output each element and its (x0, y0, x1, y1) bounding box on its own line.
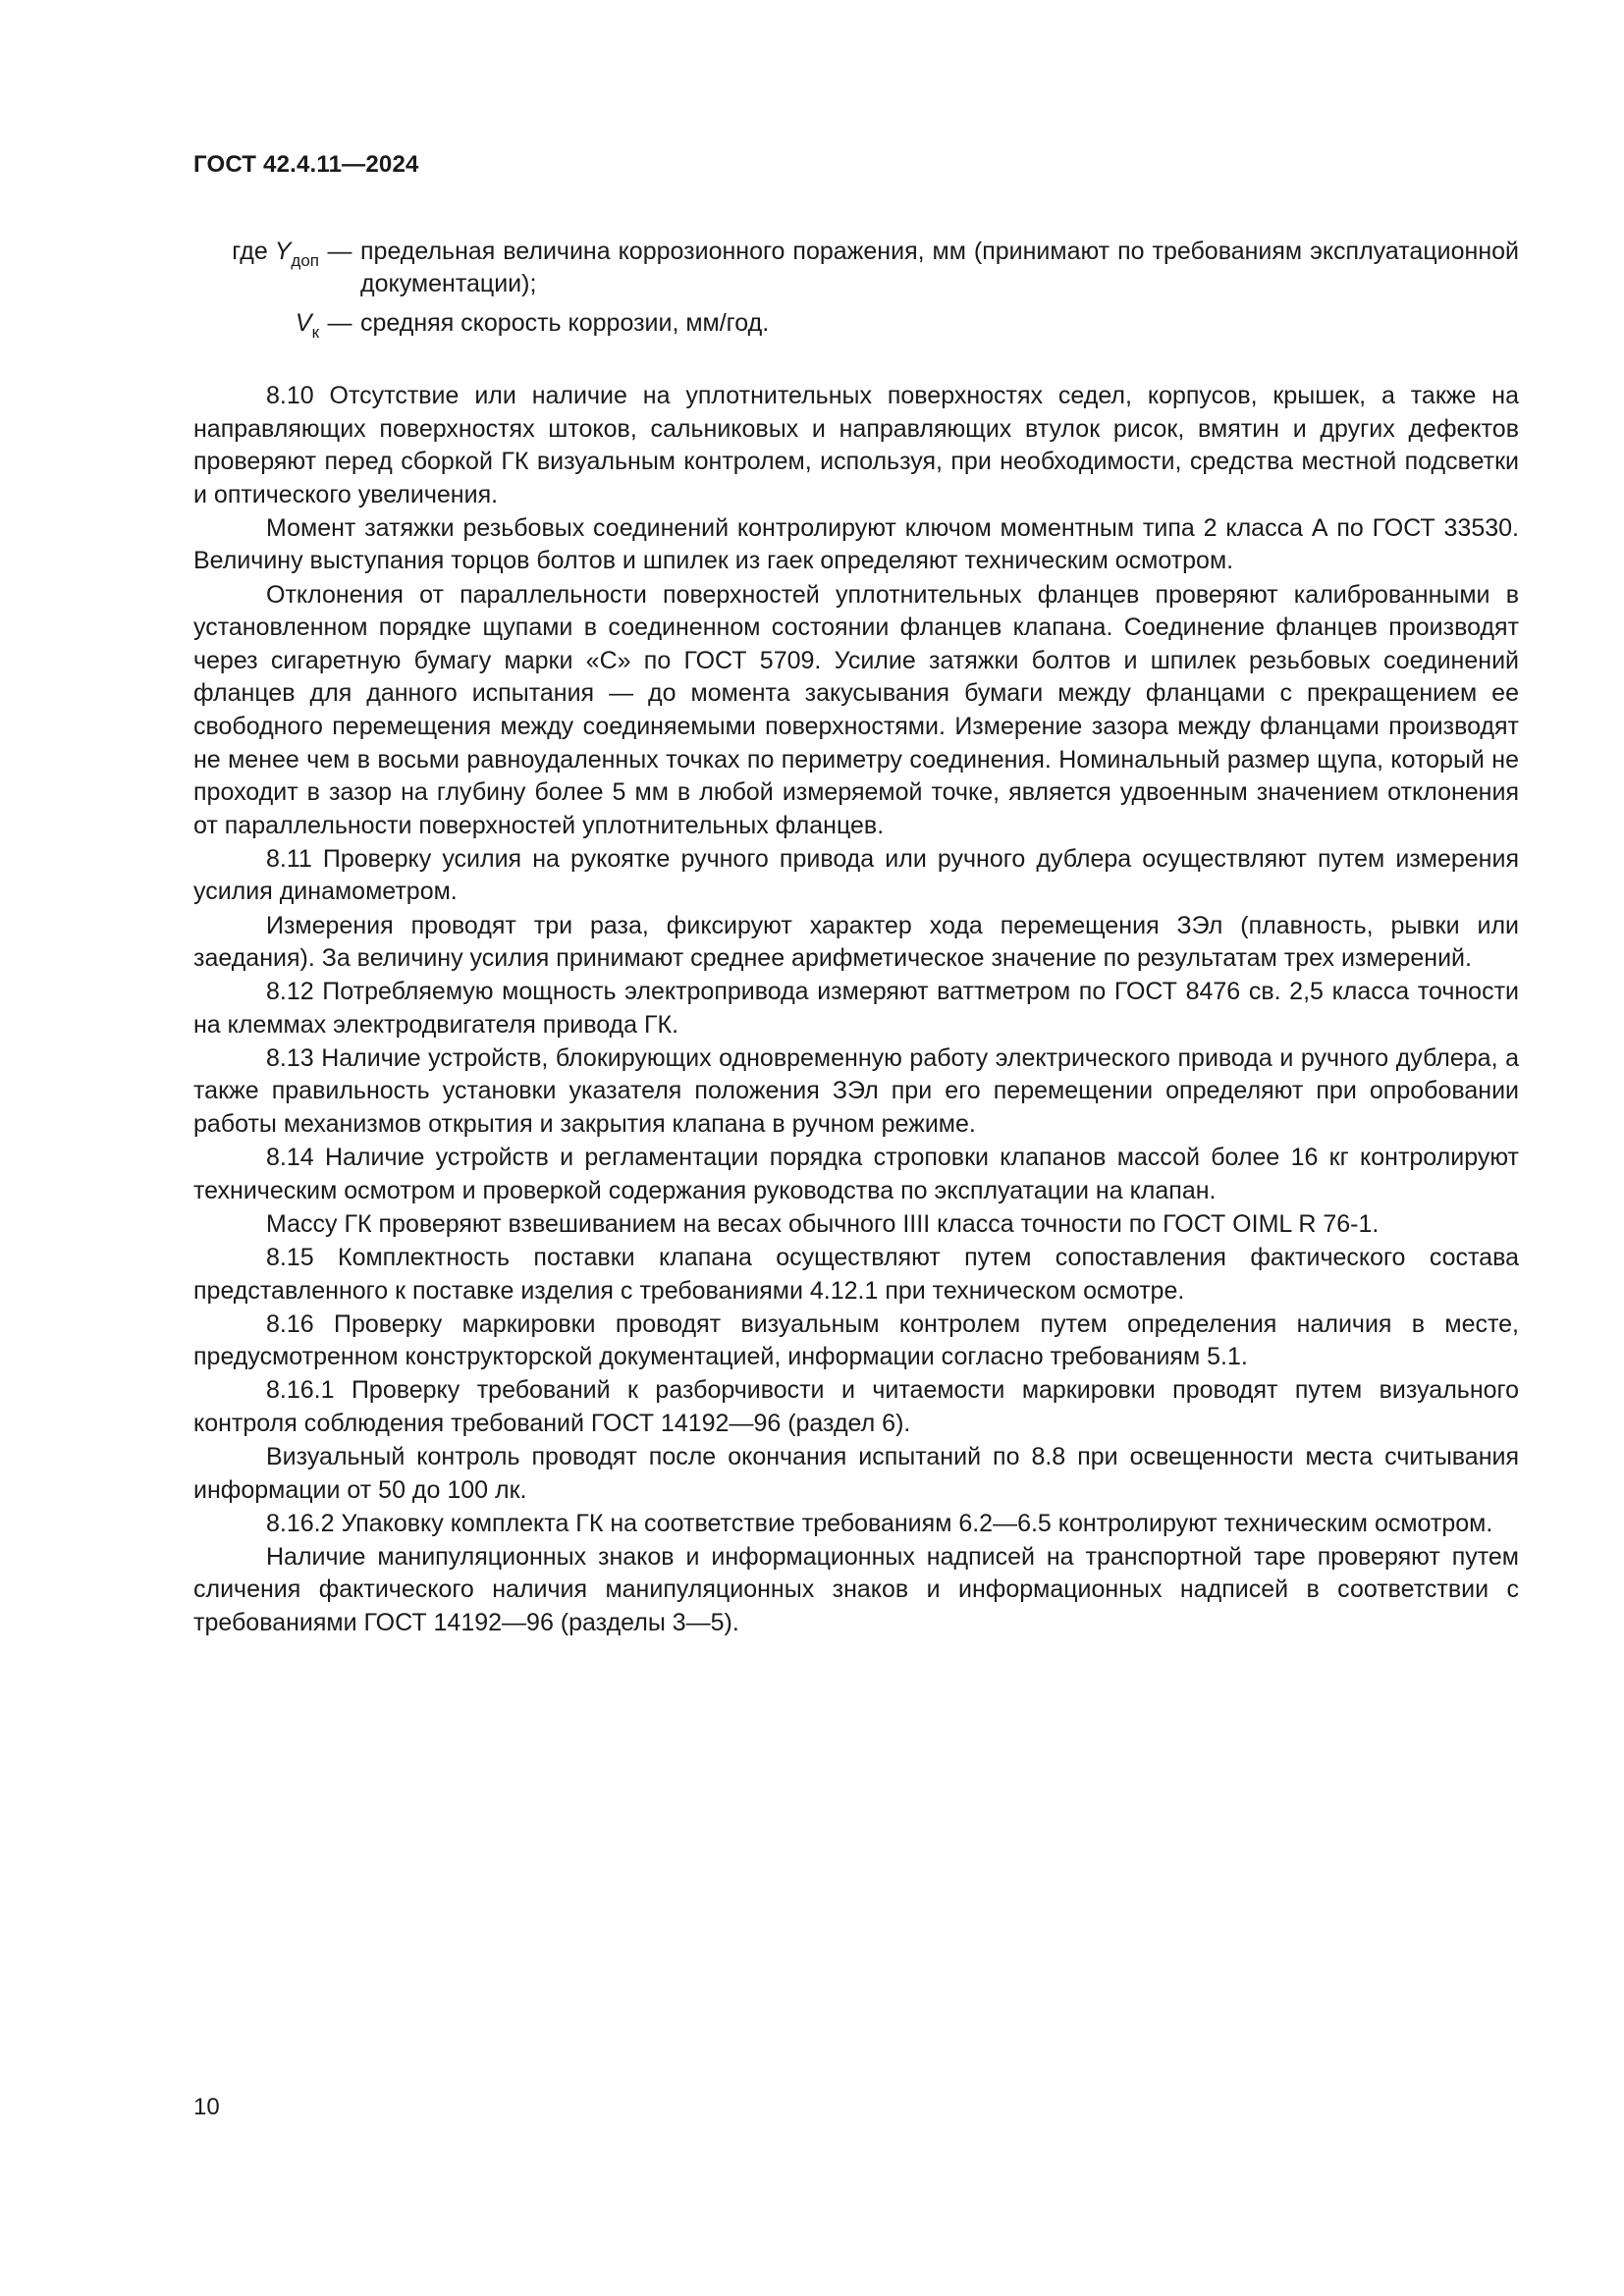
paragraph-8-16-1: 8.16.1 Проверку требований к разборчивости и читаемости маркировки проводят путем визуального контроля соблюдения требований ГОСТ 14192—96 (раздел 6). (193, 1376, 1519, 1437)
where-item (193, 307, 1519, 340)
paragraph: Массу ГК проверяют взвешиванием на весах обычного IIII класса точности по ГОСТ OIML R 76-1. (266, 1209, 1380, 1238)
where-dash: — (327, 309, 352, 337)
where-symbol: V (295, 309, 312, 337)
where-definition: предельная величина коррозионного поражения, мм (принимают по требованиям эксплуатационной документации); (360, 238, 1519, 297)
paragraph: Отклонения от параллельности поверхностей уплотнительных фланцев проверяют калиброванными в установленном порядке щупами в соединенном состоянии фланцев клапана. Соединение фланцев производят через сигаретную бумагу марки «С» по ГОСТ 5709. Усилие затяжки болтов и шпилек резьбовых соединений фланцев для данного испытания — до момента закусывания бумаги между фланцами с прекращением ее свободного перемещения между соединяемыми поверхностями. Измерение зазора между фланцами производят не менее чем в восьми равноудаленных точках по периметру соединения. Номинальный размер щупа, который не проходит в зазор на глубину более 5 мм в любой измеряемой точке, является удвоенным значением отклонения от параллельности поверхностей уплотнительных фланцев. (193, 580, 1519, 839)
paragraph-8-16: 8.16 Проверку маркировки проводят визуальным контролем путем определения наличия в месте, предусмотренном конструкторской документацией, информации согласно требованиям 5.1. (193, 1309, 1519, 1371)
paragraph: Наличие манипуляционных знаков и информационных надписей на транспортной таре проверяют путем сличения фактического наличия манипуляционных знаков и информационных надписей в соответствии с требованиями ГОСТ 14192—96 (разделы 3—5). (193, 1542, 1519, 1636)
page-number: 10 (193, 2094, 220, 2120)
paragraph-8-15: 8.15 Комплектность поставки клапана осуществляют путем сопоставления фактического состава представленного к поставке изделия с требованиями 4.12.1 при техническом осмотре. (193, 1243, 1519, 1305)
paragraph-8-11: 8.11 Проверку усилия на рукоятке ручного привода или ручного дублера осуществляют путем измерения усилия динамометром. (193, 844, 1519, 906)
document-body (193, 380, 1519, 1640)
where-prefix: где (232, 238, 275, 265)
paragraph-8-14: 8.14 Наличие устройств и регламентации порядка строповки клапанов массой более 16 кг контролируют техническим осмотром и проверкой содержания руководства по эксплуатации на клапан. (193, 1144, 1519, 1204)
paragraph-8-13: 8.13 Наличие устройств, блокирующих одновременную работу электрического привода и ручного дублера, а также правильность установки указателя положения ЗЭл при его перемещении определяют при опробовании работы механизмов открытия и закрытия клапана в ручном режиме. (193, 1043, 1519, 1139)
where-item (193, 236, 1519, 300)
paragraph: Измерения проводят три раза, фиксируют характер хода перемещения ЗЭл (плавность, рывки или заедания). За величину усилия принимают среднее арифметическое значение по результатам трех измерений. (193, 911, 1519, 973)
where-subscript: к (311, 323, 319, 342)
where-dash: — (327, 238, 352, 265)
where-variable (193, 307, 319, 340)
where-symbol: Y (274, 238, 292, 265)
where-variable (193, 236, 319, 268)
paragraph-8-12: 8.12 Потребляемую мощность электропривода измеряют ваттметром по ГОСТ 8476 св. 2,5 класса точности на клеммах электродвигателя привода ГК. (193, 978, 1519, 1039)
document-header: ГОСТ 42.4.11—2024 (193, 151, 419, 178)
where-subscript: доп (291, 251, 319, 270)
paragraph-8-16-2: 8.16.2 Упаковку комплекта ГК на соответствие требованиям 6.2—6.5 контролируют техническим осмотром. (266, 1509, 1493, 1537)
paragraph: Визуальный контроль проводят после окончания испытаний по 8.8 при освещенности места считывания информации от 50 до 100 лк. (193, 1443, 1519, 1504)
paragraph-8-10: 8.10 Отсутствие или наличие на уплотнительных поверхностях седел, корпусов, крышек, а также на направляющих поверхностях штоков, сальниковых и направляющих втулок рисок, вмятин и других дефектов проверяют перед сборкой ГК визуальным контролем, используя, при необходимости, средства местной подсветки и оптического увеличения. (193, 382, 1519, 508)
where-block (193, 236, 1519, 347)
paragraph: Момент затяжки резьбовых соединений контролируют ключом моментным типа 2 класса А по ГОСТ 33530. Величину выступания торцов болтов и шпилек из гаек определяют техническим осмотром. (193, 513, 1519, 575)
where-definition: средняя скорость коррозии, мм/год. (360, 309, 770, 337)
